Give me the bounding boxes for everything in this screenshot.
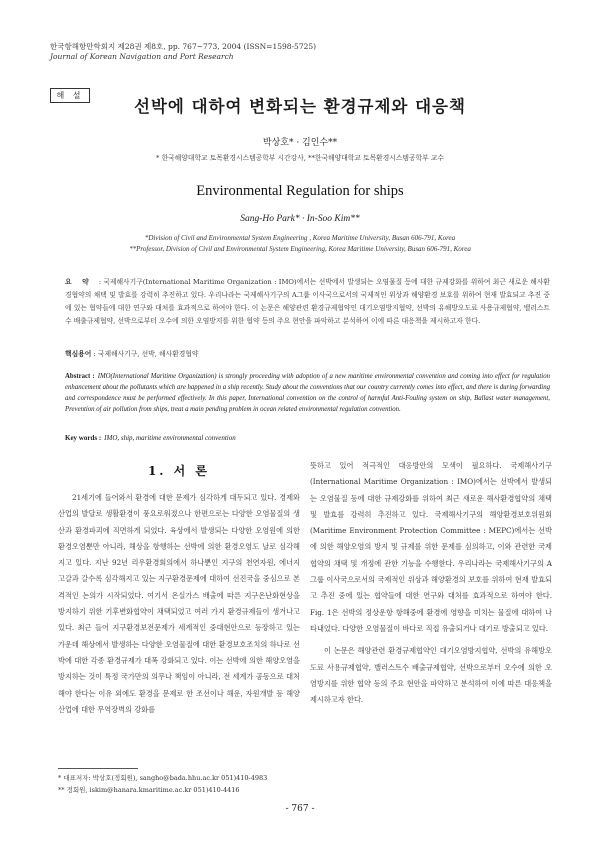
authors-korean: 박상호* · 김인수** xyxy=(262,138,338,148)
footnote-corresponding-author: * 대표저자: 박상호(정회원), sangho@bada.hhu.ac.kr 051)410-4983 xyxy=(58,774,268,782)
keywords-english xyxy=(65,434,550,442)
title-korean: 선박에 대하여 변화되는 환경규제와 대응책 xyxy=(134,97,466,116)
affiliation-english xyxy=(0,233,600,254)
keywords-korean-label: 핵심용어 xyxy=(65,350,92,358)
abstract-korean-label: 요 약 xyxy=(65,278,93,286)
footnotes xyxy=(58,772,267,796)
journal-citation: 한국항해항만학회지 제28권 제8호, pp. 767~773, 2004 (ISSN=1598-5725) xyxy=(50,42,317,51)
abstract-english-text: IMO(International Maritime Organization) is strongly proceeding with adoption of a new maritime environmental convention and coming into effect for regulation enhancement about the pollutants which are happened in a ship recently. Study about the conventions that our country currently comes into effect, and there is during forwarding and correspondence must be performed effectively. In this paper, International convention on the control of harmful Anti-Fouling system on ship, Ballast water management, Prevention of air pollution from ships, treat a main pending problem in ocean related environmental regulation convention. xyxy=(65,373,550,413)
journal-name: Journal of Korean Navigation and Port Research xyxy=(50,52,234,61)
abstract-english-label: Abstract : xyxy=(65,373,95,380)
footnote-divider xyxy=(58,768,138,769)
affiliation-korean: * 한국해양대학교 토목환경시스템공학부 시간강사, **한국해양대학교 토목환경시스템공학부 교수 xyxy=(156,154,444,162)
body-paragraph: 이 논문은 해양관련 환경규제협약인 대기오염방지협약, 선박의 유해방오도료 사용규제협약, 밸러스트수 배출규제협약, 선박으로부터 오수에 의한 오염방지를 위한 협약 등의 주요 현안을 파악하고 분석하여 이에 따른 대응책을 제시하고자 한다. xyxy=(310,646,552,705)
title-english: Environmental Regulation for ships xyxy=(196,183,404,199)
footnote-coauthor: ** 정회원, iskim@hanara.kmaritime.ac.kr 051)410-4416 xyxy=(58,786,240,794)
body-paragraph: 뜻하고 있어 적극적인 대응방안의 모색이 필요하다. 국제해사기구(International Maritime Organization : IMO)에서는 선박에서 발생되는 오염물질 등에 대한 규제강화를 위하여 최근 새로운 해사환경협약의 채택 및 발효를 강력히 추진하고 있다. 국제해사기구의 해양환경보호위원회(Maritime Environment Protection Committee : MEPC)에서는 선박에 의한 해양오염의 방지 및 규제를 위한 문제를 심의하고, 이와 관련한 국제협약의 채택 및 개정에 관한 기능을 수행한다. 우리나라는 국제해사기구의 A그룹 이사국으로서의 국제적인 위상과 해양환경의 보호를 위하여 현재 발효되고 추진 중에 있는 협약들에 대한 연구와 대처를 효과적으로 하여야 한다. Fig. 1은 선박의 정상운항 항해중에 환경에 영향을 미치는 물질에 대하여 나타내었다. 다양한 오염물질이 바다로 직접 유출되거나 대기로 방출되고 있다. xyxy=(310,461,552,633)
body-paragraph: 21세기에 들어와서 환경에 대한 문제가 심각하게 대두되고 있다. 경제와 산업의 발달로 생활환경이 풍요로워졌으나 한편으로는 다양한 오염물질의 생산과 환경파괴에 직면하게 되었다. 육상에서 발생되는 다양한 오염원에 의한 환경오염뿐만 아니라, 해상을 항행하는 선박에 의한 환경오염도 날로 심각해지고 있다. 지난 92년 리우환경회의에서 하나뿐인 지구의 천연자원, 에너지 고갈과 갈수록 심각해지고 있는 지구환경문제에 대하여 선진국을 중심으로 본격적인 논의가 시작되었다. 여기서 온실가스 배출에 따른 지구온난화현상을 방지하기 위한 기후변화협약이 채택되었고 여러 가지 환경규제들이 생겨나고 있다. 최근 들어 지구환경보전문제가 세계적인 중대현안으로 등장하고 있는 가운데 해상에서 발생하는 다양한 오염물질에 대한 환경보호조치의 하나로 선박에 대한 각종 환경규제가 대폭 강화되고 있다. 이는 선박에 의한 해양오염을 방지하는 것이 특정 국가만의 의무나 책임이 아니라, 전 세계가 공동으로 대처해야 한다는 이유 외에도 환경을 문제로 한 조선이나 해운, 자원개발 등 해양산업에 대한 무역장벽의 강화를 xyxy=(58,493,300,714)
section-heading: 1. 서 론 xyxy=(147,464,211,478)
abstract-english xyxy=(65,371,550,415)
authors-english: Sang-Ho Park* · In-Soo Kim** xyxy=(240,214,360,224)
article-type-badge: 해 설 xyxy=(50,88,90,103)
body-column-left xyxy=(58,458,300,724)
affiliation-english-1: *Division of Civil and Environmental System Engineering , Korea Maritime University, Busan 606-791, Korea xyxy=(144,234,456,242)
body-column-right xyxy=(310,458,552,714)
page-number: - 767 - xyxy=(285,804,315,814)
keywords-korean-text: : 국제해사기구, 선박, 해사환경협약 xyxy=(93,350,199,358)
keywords-korean xyxy=(65,348,550,358)
journal-header xyxy=(50,42,316,62)
keywords-english-text: IMO, ship, maritime environmental convention xyxy=(104,434,236,442)
affiliation-english-2: **Professor, Division of Civil and Environmental System Engineering, Korea Maritime University, Busan 606-791, Korea xyxy=(129,244,471,253)
abstract-korean xyxy=(65,276,550,328)
abstract-korean-text: : 국제해사기구(International Maritime Organization : IMO)에서는 선박에서 발생되는 오염물질 등에 대한 규제강화를 위하여 최근 새로운 해사환경협약의 채택 및 발효를 강력히 추진하고 있다. 우리나라는 국제해사기구의 A그룹 이사국으로서의 국제적인 위상과 해양환경 보호를 위하여 현재 발효되고 추진 중에 있는 협약들에 대한 연구와 대처를 효과적으로 하여야 한다. 이 논문은 해양관련 환경규제협약인 대기오염방지협약, 선박의 유해방오도료 사용규제협약, 밸러스트수 배출규제협약, 선박으로부터 오수에 의한 오염방지를 위한 협약 등의 주요 현안을 파악하고 분석하여 이에 따른 대응책을 제시하고자 한다. xyxy=(65,278,550,325)
keywords-english-label: Key words : xyxy=(65,434,102,442)
